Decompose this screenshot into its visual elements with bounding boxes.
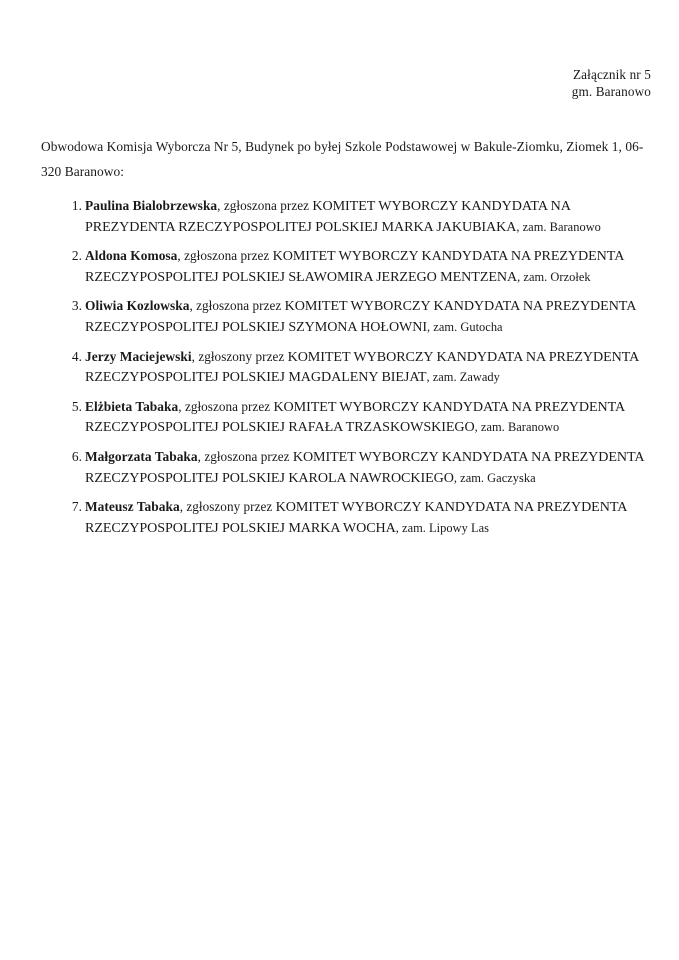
candidate-residence: , zam. Zawady xyxy=(426,370,500,385)
candidate-number: 3. xyxy=(71,298,82,314)
candidate-residence: , zam. Baranowo xyxy=(516,219,601,234)
candidate-number: 5. xyxy=(71,398,82,414)
candidate-entry xyxy=(41,347,651,388)
candidate-entry xyxy=(41,497,651,538)
candidate-committee: KOMITET WYBORCZY KANDYDATA NA PREZYDENTA RZECZYPOSPOLITEJ POLSKIEJ MARKA WOCHA xyxy=(85,499,627,536)
candidate-residence: , zam. Orzołek xyxy=(517,269,591,284)
candidate-submitted-phrase: , zgłoszona przez xyxy=(177,248,273,264)
candidate-submitted-phrase: , zgłoszona przez xyxy=(197,448,293,464)
candidate-entry xyxy=(41,246,651,287)
candidate-submitted-phrase: , zgłoszona przez xyxy=(189,298,285,314)
candidate-number: 6. xyxy=(71,448,82,464)
candidate-committee: KOMITET WYBORCZY KANDYDATA NA PREZYDENTA RZECZYPOSPOLITEJ POLSKIEJ SŁAWOMIRA JERZEGO MENTZENA xyxy=(85,248,624,285)
candidate-submitted-phrase: , zgłoszona przez xyxy=(178,398,274,414)
candidate-submitted-phrase: , zgłoszony przez xyxy=(191,348,288,364)
candidate-committee: KOMITET WYBORCZY KANDYDATA NA PREZYDENTA RZECZYPOSPOLITEJ POLSKIEJ MAGDALENY BIEJAT xyxy=(85,348,639,386)
candidate-name: Oliwia Kozlowska xyxy=(85,298,190,314)
candidate-name: Małgorzata Tabaka xyxy=(85,448,198,464)
candidate-number: 2. xyxy=(71,248,82,264)
candidate-list xyxy=(41,196,651,547)
candidate-number: 1. xyxy=(71,198,82,213)
document-header xyxy=(572,66,651,100)
candidate-residence: , zam. Gaczyska xyxy=(453,470,536,485)
candidate-submitted-phrase: , zgłoszona przez xyxy=(217,198,313,213)
candidate-entry xyxy=(41,296,651,337)
candidate-name: Jerzy Maciejewski xyxy=(85,348,192,364)
candidate-entry xyxy=(41,397,651,438)
candidate-number: 7. xyxy=(71,499,82,515)
candidate-name: Paulina Bialobrzewska xyxy=(85,198,218,213)
commission-intro-paragraph: Obwodowa Komisja Wyborcza Nr 5, Budynek po byłej Szkole Podstawowej w Bakule-Ziomku, Ziomek 1, 06-320 Baranowo: xyxy=(41,139,644,180)
candidate-committee: KOMITET WYBORCZY KANDYDATA NA PREZYDENTA RZECZYPOSPOLITEJ POLSKIEJ MARKA JAKUBIAKA xyxy=(85,198,571,235)
candidate-name: Elżbieta Tabaka xyxy=(85,398,179,414)
candidate-residence: , zam. Gutocha xyxy=(427,319,503,334)
attachment-number: Załącznik nr 5 xyxy=(572,67,651,82)
candidate-committee: KOMITET WYBORCZY KANDYDATA NA PREZYDENTA RZECZYPOSPOLITEJ POLSKIEJ KAROLA NAWROCKIEGO xyxy=(85,448,644,486)
candidate-name: Aldona Komosa xyxy=(85,248,178,264)
candidate-committee: KOMITET WYBORCZY KANDYDATA NA PREZYDENTA RZECZYPOSPOLITEJ POLSKIEJ SZYMONA HOŁOWNI xyxy=(85,298,636,335)
candidate-submitted-phrase: , zgłoszony przez xyxy=(179,499,276,515)
candidate-entry xyxy=(41,196,651,237)
candidate-committee: KOMITET WYBORCZY KANDYDATA NA PREZYDENTA RZECZYPOSPOLITEJ POLSKIEJ RAFAŁA TRZASKOWSKIEGO xyxy=(85,398,625,436)
candidate-name: Mateusz Tabaka xyxy=(85,499,180,515)
candidate-residence: , zam. Baranowo xyxy=(474,420,560,435)
municipality-name: gm. Baranowo xyxy=(571,84,651,99)
candidate-number: 4. xyxy=(71,348,82,364)
candidate-entry xyxy=(41,447,651,488)
candidate-residence: , zam. Lipowy Las xyxy=(395,520,489,535)
